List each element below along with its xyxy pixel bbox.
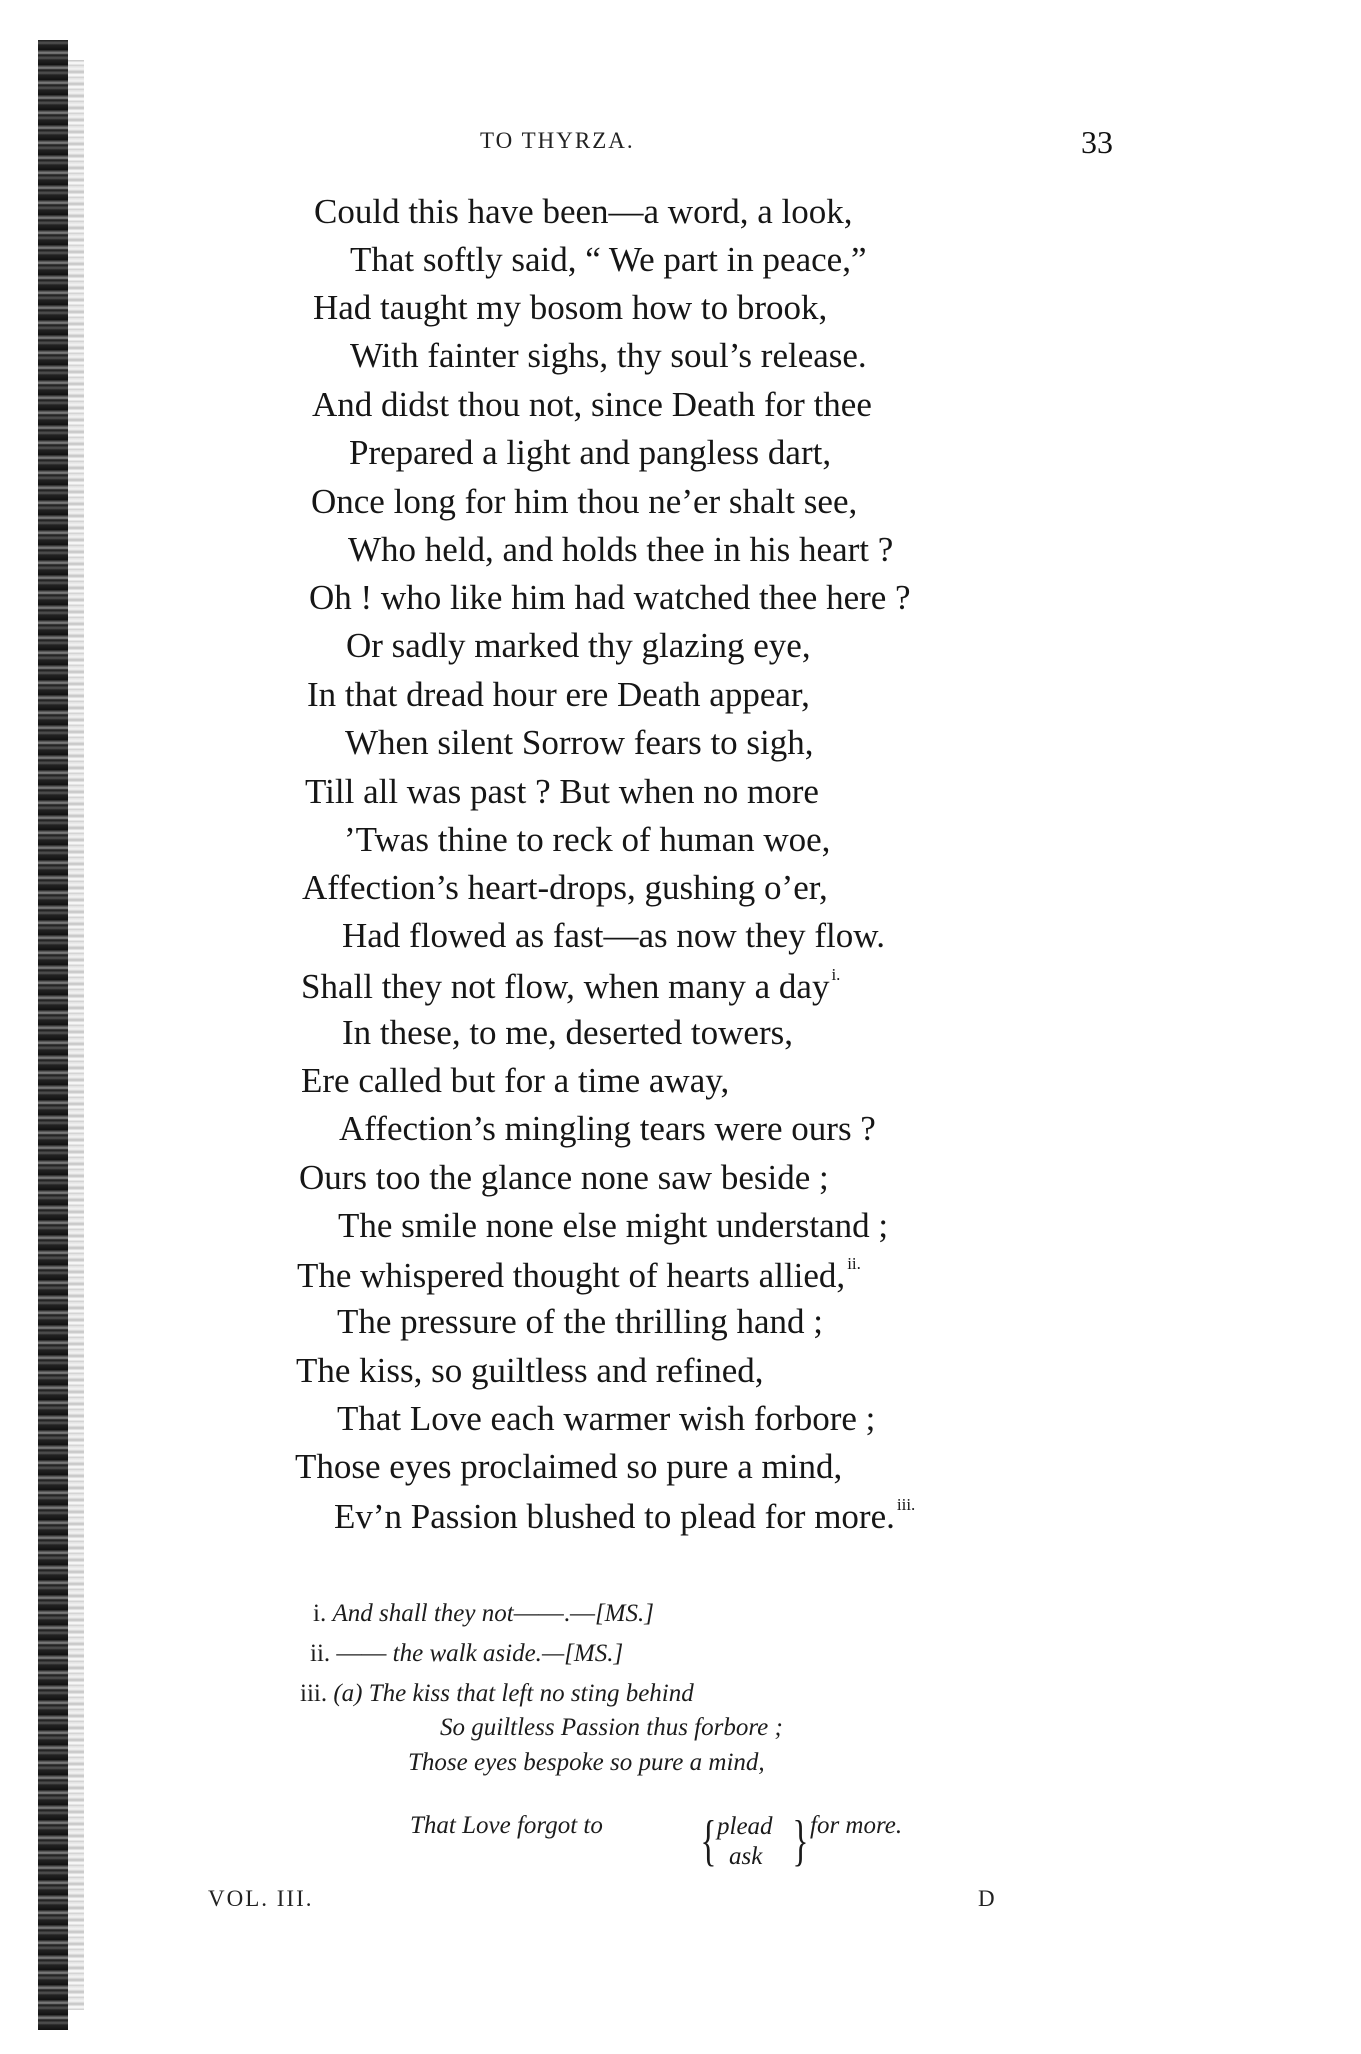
footnote-ref: iii. bbox=[896, 1495, 916, 1514]
poem-line: Affection’s heart-drops, gushing o’er, bbox=[302, 868, 828, 907]
poem-line-text: The whispered thought of hearts allied, bbox=[297, 1256, 846, 1295]
footnote-dash: —— bbox=[336, 1640, 387, 1667]
poem-line: Had taught my bosom how to brook, bbox=[313, 288, 828, 327]
variant-bottom: ask bbox=[729, 1843, 763, 1870]
volume-mark: VOL. III. bbox=[208, 1886, 314, 1911]
footnote-text: Those eyes bespoke so pure a mind, bbox=[408, 1749, 765, 1776]
poem-line: The smile none else might understand ; bbox=[338, 1206, 889, 1245]
running-title: TO THYRZA. bbox=[480, 128, 635, 153]
footnote-text: That Love forgot to bbox=[410, 1812, 603, 1839]
signature-mark: D bbox=[978, 1886, 997, 1911]
poem-line: Had flowed as fast—as now they flow. bbox=[342, 916, 886, 955]
footnote-text: So guiltless Passion thus forbore ; bbox=[440, 1714, 783, 1741]
poem-line: ’Twas thine to reck of human woe, bbox=[344, 820, 831, 859]
footnote-text: for more. bbox=[810, 1812, 903, 1839]
poem-line bbox=[334, 1495, 915, 1537]
footnote-number: ii. bbox=[310, 1640, 331, 1667]
footnote-number: iii. bbox=[300, 1680, 328, 1707]
page-number: 33 bbox=[1081, 124, 1113, 160]
poem-line: That softly said, “ We part in peace,” bbox=[350, 240, 867, 279]
poem-line: Till all was past ? But when no more bbox=[305, 772, 819, 811]
poem-line: Who held, and holds thee in his heart ? bbox=[348, 530, 894, 569]
footnote-number: i. bbox=[313, 1600, 327, 1627]
poem-line: In these, to me, deserted towers, bbox=[342, 1013, 793, 1052]
page-binding-shadow bbox=[68, 60, 84, 2010]
footnote-iii bbox=[300, 1680, 694, 1708]
poem-line: Once long for him thou ne’er shalt see, bbox=[311, 482, 858, 521]
poem-line: And didst thou not, since Death for thee bbox=[312, 385, 872, 424]
poem-line: Oh ! who like him had watched thee here ? bbox=[309, 578, 911, 617]
footnote-iii-line bbox=[810, 1812, 902, 1840]
footnote-source: —[MS.] bbox=[541, 1640, 624, 1667]
footnote-ref: i. bbox=[831, 965, 841, 984]
poem-line: In that dread hour ere Death appear, bbox=[307, 675, 810, 714]
footnote-ii bbox=[310, 1640, 623, 1668]
poem-line: Could this have been—a word, a look, bbox=[314, 192, 853, 231]
poem-line: That Love each warmer wish forbore ; bbox=[337, 1399, 876, 1438]
footnote-iii-line bbox=[408, 1749, 765, 1777]
poem-line bbox=[297, 1254, 861, 1296]
poem-line: When silent Sorrow fears to sigh, bbox=[345, 723, 814, 762]
footnote-i bbox=[313, 1600, 654, 1628]
poem-line: Those eyes proclaimed so pure a mind, bbox=[295, 1447, 843, 1486]
footnote-source: [MS.] bbox=[594, 1600, 654, 1627]
footnote-ref: ii. bbox=[847, 1254, 861, 1273]
poem-line: Prepared a light and pangless dart, bbox=[349, 433, 832, 472]
poem-line-text: Shall they not flow, when many a day bbox=[301, 967, 830, 1006]
left-brace-icon: { bbox=[700, 1810, 717, 1872]
footnote-iii-line bbox=[440, 1714, 783, 1742]
poem-line: Or sadly marked thy glazing eye, bbox=[346, 626, 811, 665]
poem-line: The kiss, so guiltless and refined, bbox=[296, 1351, 764, 1390]
poem-line-text: Ev’n Passion blushed to plead for more. bbox=[334, 1497, 895, 1536]
poem-line bbox=[301, 965, 840, 1007]
page-binding-edge bbox=[38, 40, 68, 2030]
right-brace-icon: } bbox=[792, 1810, 809, 1872]
poem-line: Ours too the glance none saw beside ; bbox=[299, 1158, 829, 1197]
footnote-text: the walk aside. bbox=[392, 1640, 542, 1667]
footnote-dash: ——.— bbox=[513, 1600, 595, 1627]
poem-line: Ere called but for a time away, bbox=[301, 1061, 730, 1100]
poem-line: With fainter sighs, thy soul’s release. bbox=[350, 336, 867, 375]
footnote-iii-line bbox=[410, 1812, 603, 1840]
footnote-text: And shall they not bbox=[332, 1600, 514, 1627]
footnote-text: The kiss that left no sting behind bbox=[368, 1680, 694, 1707]
footnote-label: (a) bbox=[333, 1680, 363, 1707]
variant-top: plead bbox=[717, 1813, 773, 1840]
poem-line: Affection’s mingling tears were ours ? bbox=[339, 1109, 876, 1148]
poem-line: The pressure of the thrilling hand ; bbox=[337, 1302, 823, 1341]
